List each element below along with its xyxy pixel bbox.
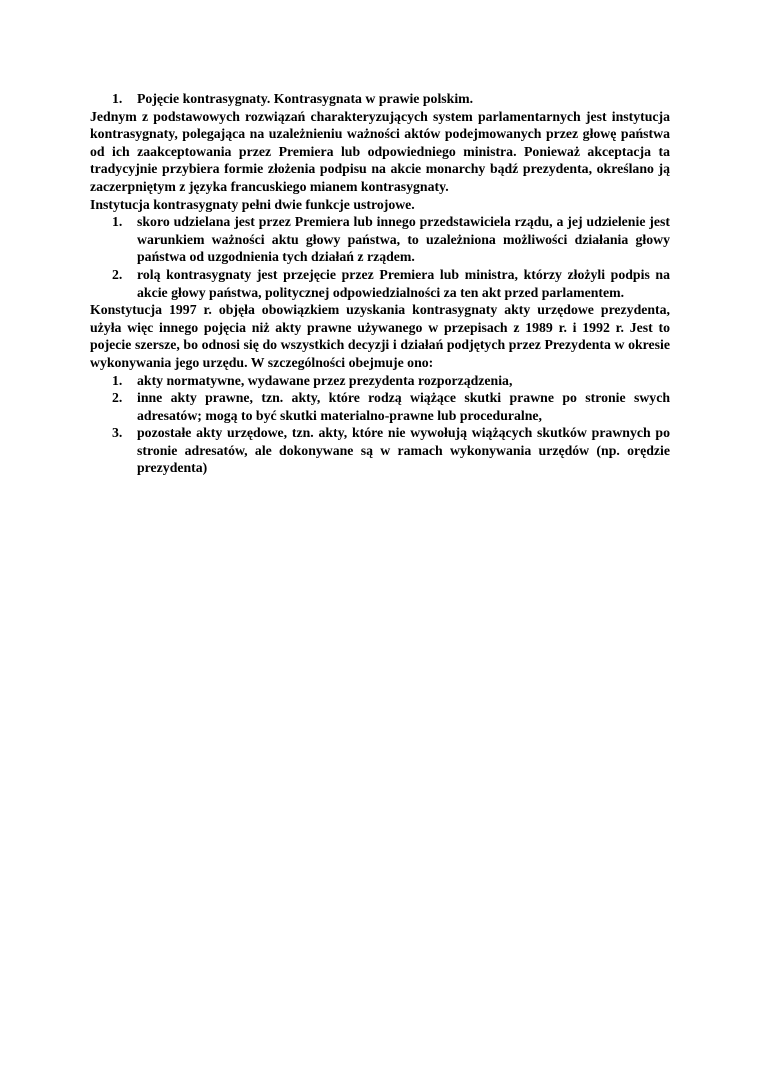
list-item: [90, 266, 670, 301]
functions-intro: Instytucja kontrasygnaty pełni dwie funkcje ustrojowe.: [90, 196, 415, 212]
constitution-paragraph: Konstytucja 1997 r. objęła obowiązkiem uzyskania kontrasygnaty akty urzędowe prezydenta, użyła więc innego pojęcia niż akty prawne używanego w przepisach z 1989 r. i 1992 r. Jest to pojecie szersze, bo odnosi się do wszystkich decyzji i działań podjętych przez Prezydenta w okresie wykonywania jego urzędu. W szczególności obejmuje ono:: [90, 302, 670, 370]
list-item-text: akty normatywne, wydawane przez prezydenta rozporządzenia,: [137, 372, 513, 388]
list-item-number: 2.: [112, 266, 123, 282]
acts-list: [90, 372, 670, 478]
list-item-number: 3.: [112, 425, 123, 441]
list-item-text: pozostałe akty urzędowe, tzn. akty, które nie wywołują wiążących skutków prawnych po stronie adresatów, ale dokonywane są w ramach wykonywania urzędów (np. orędzie prezydenta): [137, 425, 670, 476]
list-item: [90, 424, 670, 477]
document-page: [90, 90, 670, 477]
list-item-number: 1.: [112, 372, 123, 388]
functions-list: [90, 213, 670, 301]
list-item-number: 1.: [112, 214, 123, 230]
heading-number: 1.: [112, 91, 123, 106]
list-item: [90, 372, 670, 390]
list-item-text: inne akty prawne, tzn. akty, które rodzą wiążące skutki prawne po stronie swych adresatów; mogą to być skutki materialno-prawne lub proceduralne,: [137, 390, 670, 423]
list-item: [90, 213, 670, 266]
list-item-number: 2.: [112, 390, 123, 406]
list-item: [90, 389, 670, 424]
heading-text: Pojęcie kontrasygnaty. Kontrasygnata w prawie polskim.: [137, 91, 474, 106]
list-item-text: rolą kontrasygnaty jest przejęcie przez Premiera lub ministra, którzy złożyli podpis na akcie głowy państwa, politycznej odpowiedzialności za ten akt przed parlamentem.: [137, 266, 670, 300]
intro-paragraph: Jednym z podstawowych rozwiązań charakteryzujących system parlamentarnych jest instytucja kontrasygnaty, polegająca na uzależnieniu ważności aktów podejmowanych przez głowę państwa od ich zaakceptowania przez Premiera lub odpowiedniego ministra. Ponieważ akceptacja ta tradycyjnie przybiera formie złożenia podpisu na akcie monarchy bądź prezydenta, określano ją zaczerpniętym z języka francuskiego mianem kontrasygnaty.: [90, 108, 670, 194]
section-heading: [90, 90, 670, 108]
list-item-text: skoro udzielana jest przez Premiera lub innego przedstawiciela rządu, a jej udzielenie jest warunkiem ważności aktu głowy państwa, to uzależniona możliwości działania głowy państwa od uzgodnienia tych działań z rządem.: [137, 214, 670, 265]
